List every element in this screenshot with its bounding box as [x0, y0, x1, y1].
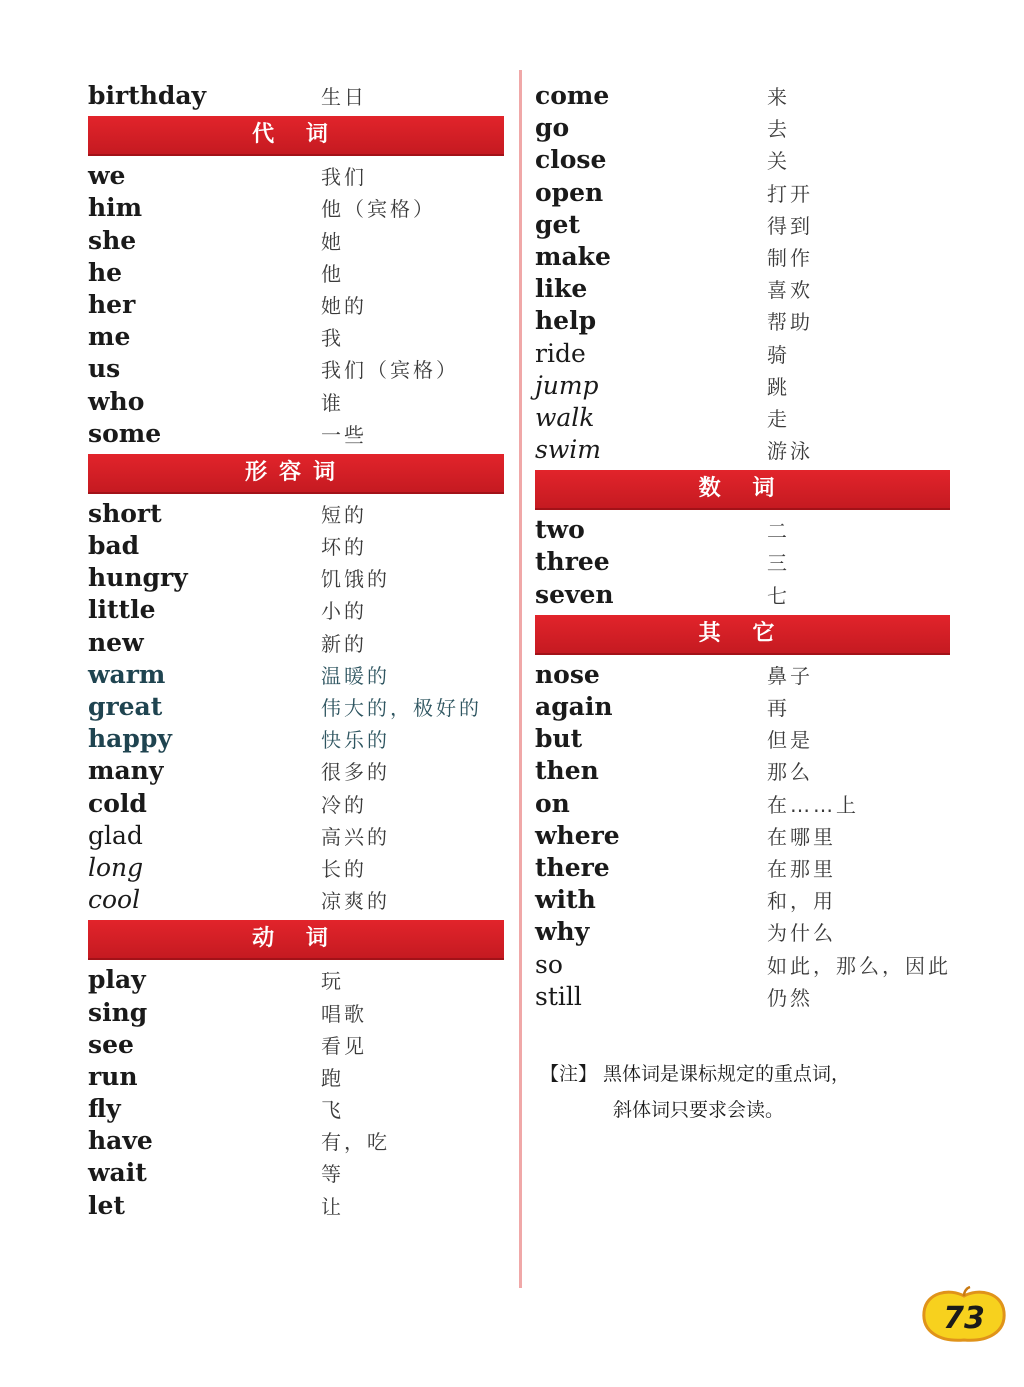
english-word: where — [535, 820, 620, 850]
chinese-meaning: 冷的 — [321, 792, 367, 817]
chinese-meaning: 跳 — [767, 374, 790, 399]
english-word: again — [535, 692, 613, 721]
vocab-row — [535, 338, 950, 370]
vocab-row — [88, 997, 504, 1029]
vocab-row — [535, 691, 950, 723]
footnote — [540, 1056, 850, 1128]
english-word: long — [88, 852, 144, 882]
vocab-row — [88, 852, 504, 884]
vocab-row — [88, 1029, 504, 1061]
chinese-meaning: 二 — [767, 519, 790, 544]
english-word: birthday — [88, 81, 207, 110]
english-word: so — [535, 949, 563, 979]
chinese-meaning: 在……上 — [767, 792, 859, 817]
section-header: 动 词 — [88, 920, 504, 958]
vocab-row — [535, 370, 950, 402]
vocab-row — [88, 755, 504, 787]
vocab-row — [88, 884, 504, 916]
vocab-row — [88, 964, 504, 996]
chinese-meaning: 七 — [767, 583, 790, 608]
english-word: sing — [88, 997, 148, 1027]
right-column — [535, 80, 950, 1013]
vocab-row — [535, 820, 950, 852]
footnote-line-1: 【注】 黑体词是课标规定的重点词， — [540, 1063, 851, 1085]
vocab-row — [88, 289, 504, 321]
english-word: jump — [535, 370, 599, 400]
vocab-row — [535, 177, 950, 209]
english-word: have — [88, 1126, 153, 1156]
vocab-row — [535, 305, 950, 337]
chinese-meaning: 他 — [321, 261, 344, 286]
english-word: close — [535, 145, 607, 175]
chinese-meaning: 走 — [767, 406, 790, 431]
chinese-meaning: 短的 — [321, 502, 367, 527]
chinese-meaning: 鼻子 — [767, 663, 813, 688]
chinese-meaning: 高兴的 — [321, 824, 390, 849]
vocab-row — [88, 160, 504, 192]
english-word: me — [88, 322, 131, 352]
vocab-row — [88, 627, 504, 659]
page-number-badge — [920, 1286, 1008, 1344]
chinese-meaning: 他（宾格） — [321, 197, 436, 222]
english-word: wait — [88, 1158, 147, 1188]
vocab-row — [535, 884, 950, 916]
vocab-row — [535, 546, 950, 578]
chinese-meaning: 为什么 — [767, 921, 836, 946]
english-word: little — [88, 595, 156, 625]
chinese-meaning: 那么 — [767, 760, 813, 785]
vocab-row — [88, 1125, 504, 1157]
vocab-row — [88, 723, 504, 755]
chinese-meaning: 跑 — [321, 1065, 344, 1090]
english-word: who — [88, 386, 145, 416]
chinese-meaning: 我们 — [321, 165, 367, 190]
vocab-row — [88, 530, 504, 562]
vocab-row — [535, 981, 950, 1013]
chinese-meaning: 三 — [767, 551, 790, 576]
vocab-row — [535, 723, 950, 755]
english-word: go — [535, 113, 570, 143]
chinese-meaning: 有，吃 — [321, 1130, 390, 1155]
english-word: her — [88, 289, 136, 319]
chinese-meaning: 新的 — [321, 631, 367, 656]
english-word: come — [535, 81, 610, 110]
vocab-row — [88, 1157, 504, 1189]
chinese-meaning: 我们（宾格） — [321, 358, 459, 383]
english-word: fly — [88, 1094, 121, 1124]
vocab-row — [535, 434, 950, 466]
english-word: ride — [535, 338, 586, 368]
chinese-meaning: 生日 — [321, 85, 367, 109]
vocab-row — [535, 852, 950, 884]
english-word: warm — [88, 659, 166, 689]
chinese-meaning: 去 — [767, 117, 790, 142]
vocab-row — [535, 579, 950, 611]
english-word: he — [88, 257, 123, 287]
english-word: many — [88, 756, 164, 786]
vocab-row — [88, 386, 504, 418]
english-word: play — [88, 965, 146, 995]
chinese-meaning: 一些 — [321, 422, 367, 447]
chinese-meaning: 她 — [321, 229, 344, 254]
chinese-meaning: 帮助 — [767, 310, 813, 335]
vocab-row — [88, 353, 504, 385]
chinese-meaning: 小的 — [321, 599, 367, 624]
vocab-row — [535, 144, 950, 176]
chinese-meaning: 游泳 — [767, 439, 813, 464]
chinese-meaning: 和，用 — [767, 889, 836, 914]
chinese-meaning: 饥饿的 — [321, 567, 390, 592]
chinese-meaning: 坏的 — [321, 535, 367, 560]
chinese-meaning: 唱歌 — [321, 1001, 367, 1026]
chinese-meaning: 温暖的 — [321, 663, 390, 688]
vocab-row — [88, 691, 504, 723]
chinese-meaning: 关 — [767, 149, 790, 174]
footnote-line-2: 斜体词只要求会读。 — [613, 1099, 785, 1121]
vocab-row — [88, 418, 504, 450]
english-word: glad — [88, 820, 143, 850]
chinese-meaning: 看见 — [321, 1033, 367, 1058]
english-word: why — [535, 917, 590, 947]
chinese-meaning: 凉爽的 — [321, 889, 390, 914]
chinese-meaning: 飞 — [321, 1098, 344, 1123]
apple-icon — [920, 1286, 1008, 1344]
chinese-meaning: 在那里 — [767, 856, 836, 881]
chinese-meaning: 仍然 — [767, 985, 813, 1010]
english-word: seven — [535, 579, 614, 609]
section-header: 形容词 — [88, 454, 504, 492]
english-word: some — [88, 418, 162, 448]
chinese-meaning: 得到 — [767, 213, 813, 238]
chinese-meaning: 玩 — [321, 969, 344, 994]
english-word: like — [535, 274, 588, 304]
vocab-row — [88, 1190, 504, 1222]
vocab-row — [535, 949, 950, 981]
chinese-meaning: 让 — [321, 1194, 344, 1219]
vocab-row — [535, 916, 950, 948]
vocab-row — [535, 112, 950, 144]
section-header: 数 词 — [535, 470, 950, 508]
english-word: cold — [88, 788, 147, 818]
chinese-meaning: 来 — [767, 85, 790, 109]
chinese-meaning: 伟大的，极好的 — [321, 696, 482, 720]
vocab-row — [535, 80, 950, 112]
chinese-meaning: 很多的 — [321, 760, 390, 785]
chinese-meaning: 长的 — [321, 856, 367, 881]
english-word: short — [88, 498, 162, 528]
english-word: make — [535, 241, 611, 271]
english-word: run — [88, 1061, 138, 1091]
english-word: three — [535, 547, 610, 577]
english-word: with — [535, 885, 596, 915]
english-word: cool — [88, 885, 141, 915]
english-word: but — [535, 724, 583, 754]
chinese-meaning: 骑 — [767, 342, 790, 367]
vocab-row — [88, 225, 504, 257]
vocab-row — [88, 594, 504, 626]
english-word: still — [535, 981, 582, 1011]
vocab-row — [535, 659, 950, 691]
english-word: she — [88, 225, 137, 255]
column-divider — [519, 70, 522, 1288]
vocab-row — [535, 788, 950, 820]
vocab-row — [535, 273, 950, 305]
english-word: us — [88, 354, 121, 384]
english-word: bad — [88, 531, 140, 561]
vocab-row — [88, 788, 504, 820]
section-header: 其 它 — [535, 615, 950, 653]
chinese-meaning: 但是 — [767, 728, 813, 753]
vocab-row — [535, 514, 950, 546]
chinese-meaning: 我 — [321, 326, 344, 351]
vocab-row — [535, 755, 950, 787]
chinese-meaning: 她的 — [321, 293, 367, 318]
english-word: swim — [535, 435, 601, 465]
english-word: open — [535, 177, 604, 207]
english-word: happy — [88, 724, 172, 754]
chinese-meaning: 制作 — [767, 245, 813, 270]
english-word: hungry — [88, 563, 188, 593]
vocab-row — [88, 562, 504, 594]
english-word: walk — [535, 402, 595, 432]
english-word: great — [88, 692, 163, 721]
english-word: let — [88, 1190, 125, 1220]
chinese-meaning: 等 — [321, 1162, 344, 1187]
english-word: there — [535, 852, 610, 882]
english-word: help — [535, 306, 597, 336]
vocab-row — [535, 241, 950, 273]
vocab-row — [88, 80, 504, 112]
english-word: get — [535, 209, 580, 239]
chinese-meaning: 如此，那么，因此 — [767, 953, 951, 978]
vocab-row — [88, 257, 504, 289]
vocab-row — [88, 1061, 504, 1093]
vocab-row — [535, 402, 950, 434]
english-word: we — [88, 161, 126, 191]
english-word: him — [88, 193, 143, 223]
english-word: on — [535, 788, 570, 818]
page-number: 73 — [943, 1301, 985, 1336]
vocab-row — [88, 498, 504, 530]
chinese-meaning: 在哪里 — [767, 824, 836, 849]
english-word: see — [88, 1029, 134, 1059]
section-header: 代 词 — [88, 116, 504, 154]
chinese-meaning: 快乐的 — [321, 728, 390, 753]
vocab-row — [535, 209, 950, 241]
vocab-row — [88, 192, 504, 224]
vocab-row — [88, 1093, 504, 1125]
left-column — [88, 80, 504, 1222]
english-word: new — [88, 627, 144, 657]
chinese-meaning: 打开 — [767, 181, 813, 206]
english-word: then — [535, 756, 599, 786]
chinese-meaning: 谁 — [321, 390, 344, 415]
vocab-row — [88, 659, 504, 691]
english-word: two — [535, 515, 585, 545]
chinese-meaning: 喜欢 — [767, 278, 813, 303]
vocab-row — [88, 820, 504, 852]
vocab-row — [88, 321, 504, 353]
chinese-meaning: 再 — [767, 696, 790, 720]
english-word: nose — [535, 659, 600, 689]
